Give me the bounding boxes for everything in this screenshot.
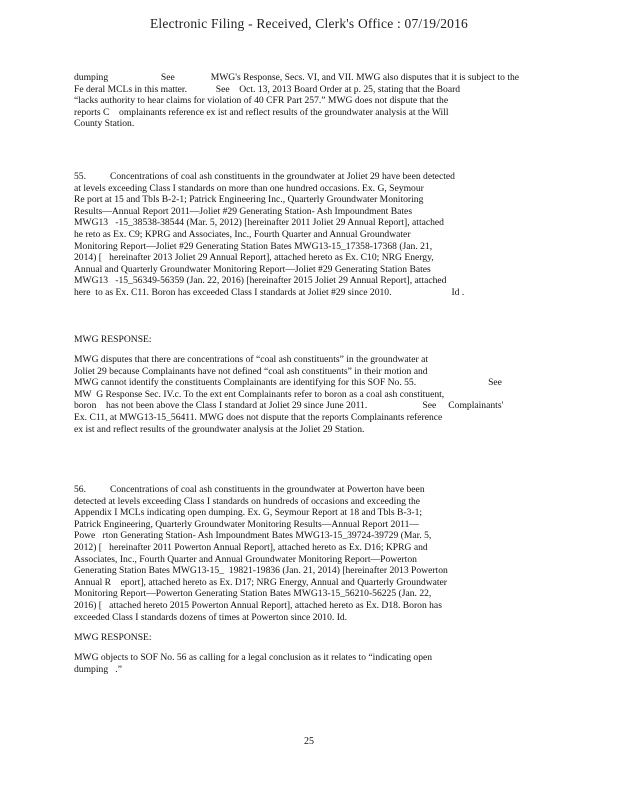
sof-55-response-heading: MWG RESPONSE: bbox=[74, 334, 152, 345]
text-line: Fe deral MCLs in this matter. See Oct. 13, 2013 Board Order at p. 25, stating that the Board bbox=[74, 83, 461, 95]
text-line: 2012) [ hereinafter 2011 Powerton Annual Report], attached hereto as Ex. D16; KPRG and bbox=[74, 541, 428, 553]
sof-56-paragraph bbox=[74, 484, 544, 623]
text-line: Appendix I MCLs indicating open dumping. Ex. G, Seymour Report at 18 and Tbls B-3-1; bbox=[74, 507, 423, 519]
text-line: MWG disputes that there are concentrations of “coal ash constituents” in the groundwater at bbox=[74, 354, 429, 365]
text-line: Patrick Engineering, Quarterly Groundwater Monitoring Results—Annual Report 2011— bbox=[74, 518, 419, 530]
sof-55-paragraph bbox=[74, 171, 544, 299]
text-line: MWG13 -15_38538-38544 (Mar. 5, 2012) [hereinafter 2011 Joliet 29 Annual Report], attached bbox=[74, 217, 444, 229]
text-line: exceeded Class I standards dozens of times at Powerton since 2010. Id. bbox=[74, 611, 348, 623]
text-line: dumping .” bbox=[74, 663, 122, 675]
sof-55-response bbox=[74, 354, 544, 435]
text-line: County Station. bbox=[74, 118, 135, 130]
text-line: 2014) [ hereinafter 2013 Joliet 29 Annual Report], attached hereto as Ex. C10; NRG Energy, bbox=[74, 252, 434, 264]
text-line: Re port at 15 and Tbls B-2-1; Patrick Engineering Inc., Quarterly Groundwater Monitoring bbox=[74, 194, 424, 206]
text-line: Monitoring Report—Powerton Generating Station Bates MWG13-15_56210-56225 (Jan. 22, bbox=[74, 588, 432, 600]
text-line: at levels exceeding Class I standards on more than one hundred occasions. Ex. G, Seymour bbox=[74, 182, 424, 194]
sof-56-response bbox=[74, 652, 544, 675]
text-line: reports C omplainants reference ex ist and reflect results of the groundwater analysis at the Will bbox=[74, 106, 449, 118]
text-line: Powe rton Generating Station- Ash Impoundment Bates MWG13-15_39724-39729 (Mar. 5, bbox=[74, 530, 432, 542]
text-line: here to as Ex. C11. Boron has exceeded Class I standards at Joliet #29 since 2010. Id . bbox=[74, 286, 465, 298]
text-line: he reto as Ex. C9; KPRG and Associates, Inc., Fourth Quarter and Annual Groundwater bbox=[74, 228, 411, 240]
text-line: Monitoring Report—Joliet #29 Generating Station Bates MWG13-15_17358-17368 (Jan. 21, bbox=[74, 240, 433, 252]
text-line: Annual and Quarterly Groundwater Monitoring Report—Joliet #29 Generating Station Bates bbox=[74, 263, 431, 275]
text-line: MW G Response Sec. IV.c. To the ext ent Complainants refer to boron as a coal ash constituent, bbox=[74, 388, 445, 400]
text-line: 2016) [ attached hereto 2015 Powerton Annual Report], attached hereto as Ex. D18. Boron has bbox=[74, 599, 442, 611]
text-line: “lacks authority to hear claims for violation of 40 CFR Part 257.” MWG does not dispute that the bbox=[74, 95, 449, 107]
text-line: Annual R eport], attached hereto as Ex. D17; NRG Energy, Annual and Quarterly Groundwater bbox=[74, 576, 447, 588]
text-line: Generating Station Bates MWG13-15_ 19821-19836 (Jan. 21, 2014) [hereinafter 2013 Powerton bbox=[74, 565, 448, 577]
text-line: ex ist and reflect results of the groundwater analysis at the Joliet 29 Station. bbox=[74, 423, 365, 435]
text-line: boron has not been above the Class I standard at Joliet 29 since June 2011. See Complainants' bbox=[74, 400, 504, 412]
text-line: 56. Concentrations of coal ash constituents in the groundwater at Powerton have been bbox=[74, 484, 425, 495]
text-line: Joliet 29 because Complainants have not defined “coal ash constituents” in their motion and bbox=[74, 365, 428, 377]
text-line: detected at levels exceeding Class I standards on hundreds of occasions and exceeding the bbox=[74, 495, 421, 507]
text-line: 55. Concentrations of coal ash constituents in the groundwater at Joliet 29 have been detected bbox=[74, 171, 455, 182]
text-line: MWG objects to SOF No. 56 as calling for a legal conclusion as it relates to “indicating open bbox=[74, 652, 433, 663]
text-line: Associates, Inc., Fourth Quarter and Annual Groundwater Monitoring Report—Powerton bbox=[74, 553, 417, 565]
text-line: Results—Annual Report 2011—Joliet #29 Generating Station- Ash Impoundment Bates bbox=[74, 205, 413, 217]
text-line: MWG13 -15_56349-56359 (Jan. 22, 2016) [hereinafter 2015 Joliet 29 Annual Report], attached bbox=[74, 275, 447, 287]
intro-paragraph bbox=[74, 72, 544, 130]
text-line: dumping See MWG's Response, Secs. VI, and VII. MWG also disputes that it is subject to the bbox=[74, 72, 520, 83]
filing-header: Electronic Filing - Received, Clerk's Office : 07/19/2016 bbox=[149, 16, 468, 31]
sof-56-response-heading: MWG RESPONSE: bbox=[74, 632, 152, 643]
page-number: 25 bbox=[304, 736, 314, 747]
text-line: MWG cannot identify the constituents Complainants are identifying for this SOF No. 55. See bbox=[74, 377, 502, 389]
text-line: Ex. C11, at MWG13-15_56411. MWG does not dispute that the reports Complainants reference bbox=[74, 411, 443, 423]
